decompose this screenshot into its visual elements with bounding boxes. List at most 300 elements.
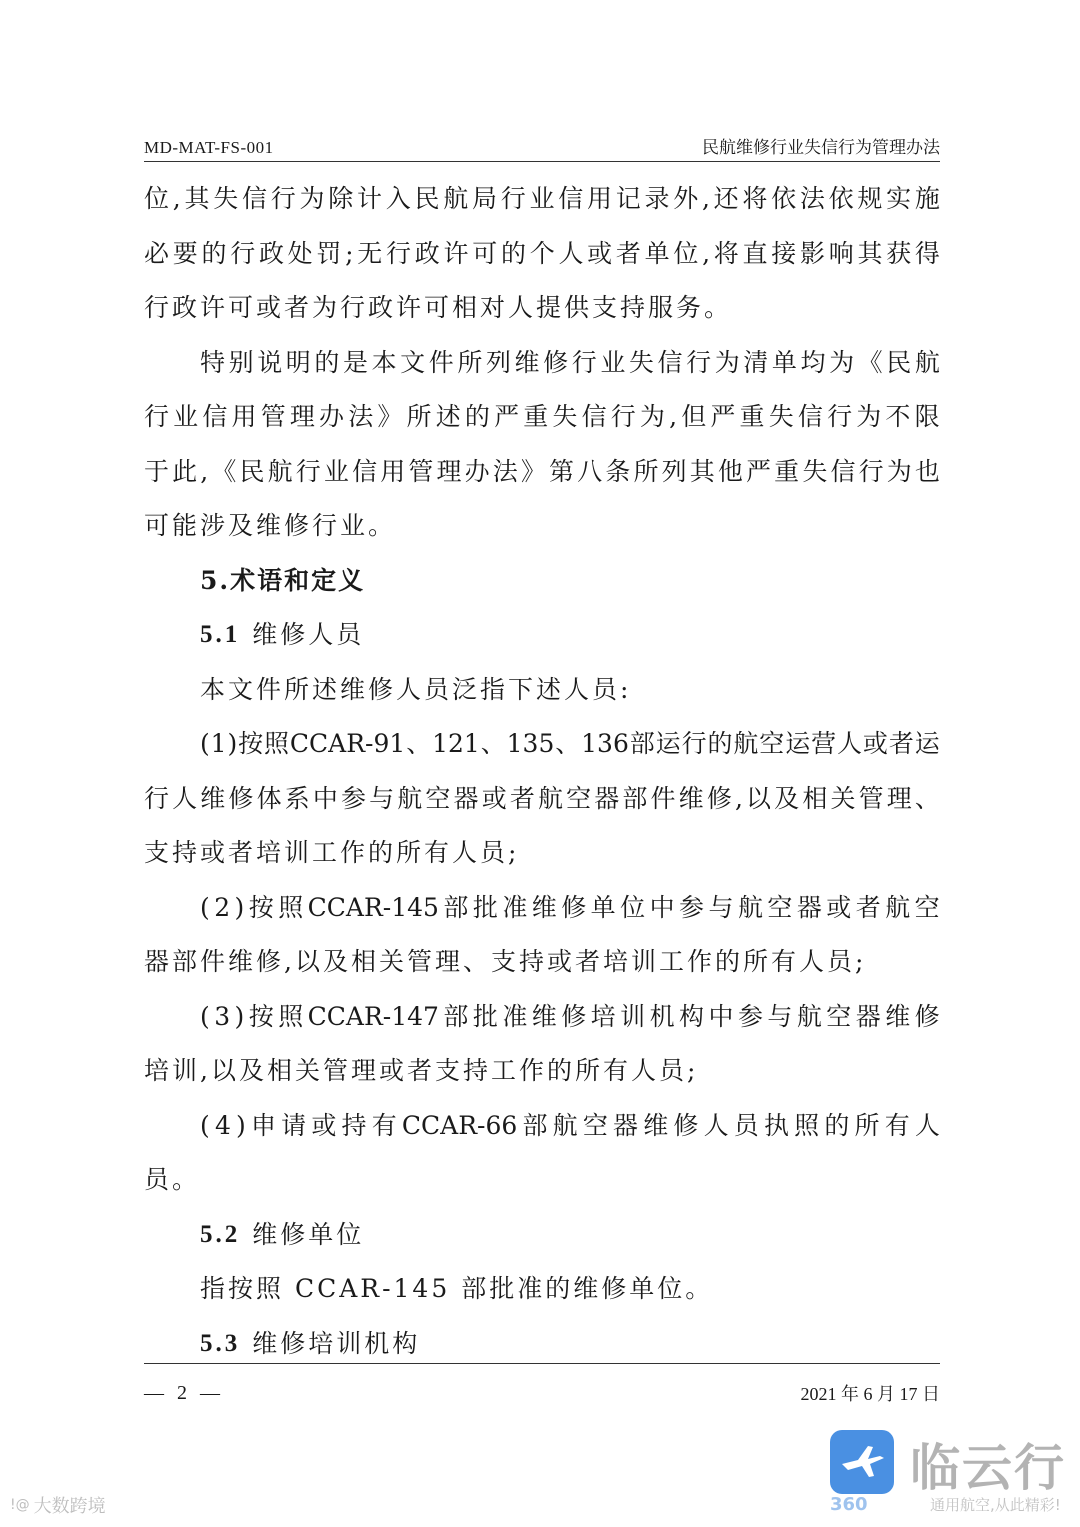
glyph: 按 <box>238 729 264 758</box>
glyph: 修 <box>914 1001 940 1031</box>
glyph: 严 <box>746 456 772 486</box>
glyph: 为 <box>886 456 912 486</box>
glyph: 管 <box>260 402 286 431</box>
glyph: 明 <box>285 347 311 377</box>
glyph: ( <box>200 729 210 758</box>
glyph: 系 <box>284 783 310 813</box>
glyph: 响 <box>828 238 854 268</box>
glyph: 用 <box>586 184 612 213</box>
glyph: 照 <box>278 892 304 922</box>
glyph: 中 <box>312 783 338 813</box>
glyph: 述 <box>435 402 461 431</box>
glyph: 、 <box>406 729 432 758</box>
glyph: 办 <box>319 402 345 431</box>
glyph: 的 <box>314 347 340 377</box>
glyph: ( <box>200 892 210 922</box>
glyph: 或 <box>587 238 613 268</box>
glyph: 航 <box>914 347 940 377</box>
glyph: 可 <box>472 238 498 268</box>
glyph: 按 <box>248 1001 274 1031</box>
glyph: 局 <box>471 184 497 213</box>
glyph: 》 <box>520 456 546 486</box>
glyph: 的 <box>707 729 733 758</box>
glyph: 空 <box>914 892 940 922</box>
glyph: 3 <box>214 1001 231 1031</box>
glyph: 法 <box>492 456 518 486</box>
glyph: 与 <box>369 783 395 813</box>
glyph: 器 <box>855 1001 881 1031</box>
glyph: 其 <box>857 238 883 268</box>
glyph: 准 <box>502 892 528 922</box>
glyph: 影 <box>799 238 825 268</box>
body-line <box>144 390 940 445</box>
page-footer <box>144 1378 940 1408</box>
glyph: 所 <box>633 456 659 486</box>
glyph: ) <box>234 1001 245 1031</box>
glyph: 器 <box>453 783 479 813</box>
glyph: 行 <box>144 402 170 431</box>
glyph: 为 <box>639 402 665 431</box>
glyph: 航 <box>397 783 423 813</box>
glyph: 空 <box>767 892 793 922</box>
glyph: 行 <box>270 184 296 213</box>
glyph: 信 <box>797 402 823 431</box>
glyph: 施 <box>914 184 940 213</box>
glyph: 业 <box>323 456 349 486</box>
glyph: 业 <box>529 184 555 213</box>
glyph: 部 <box>443 1001 469 1031</box>
glyph: 管 <box>408 456 434 486</box>
body-line: 可能涉及维修行业。 <box>144 511 397 540</box>
glyph: 业 <box>173 402 199 431</box>
glyph: 列 <box>661 456 687 486</box>
glyph: 直 <box>742 238 768 268</box>
glyph: 航 <box>796 1001 822 1031</box>
glyph: 信 <box>830 456 856 486</box>
body-line <box>144 445 940 500</box>
glyph: CCAR-145 <box>307 892 439 922</box>
glyph: 计 <box>356 184 382 213</box>
glyph: 空 <box>759 729 785 758</box>
glyph: 中 <box>708 1001 734 1031</box>
page-header <box>144 126 940 158</box>
glyph: 理 <box>289 402 315 431</box>
glyph: 人 <box>172 783 198 813</box>
glyph: 空 <box>566 783 592 813</box>
watermark-left-text: 大数跨境 <box>33 1496 106 1517</box>
watermark-brand: 临云行 <box>910 1439 1066 1497</box>
glyph: 部 <box>629 729 655 758</box>
glyph: 的 <box>201 238 227 268</box>
glyph: 人 <box>703 1110 729 1140</box>
glyph: 单 <box>771 347 797 377</box>
glyph: 执 <box>763 1110 789 1140</box>
glyph: 接 <box>771 238 797 268</box>
glyph: 照 <box>794 1110 820 1140</box>
glyph: 均 <box>800 347 826 377</box>
glyph: 限 <box>914 402 940 431</box>
glyph: 人 <box>558 238 584 268</box>
glyph: , <box>200 456 209 486</box>
glyph: 还 <box>713 184 739 213</box>
glyph: 有 <box>371 1110 397 1140</box>
glyph: 单 <box>590 892 616 922</box>
glyph: 失 <box>768 402 794 431</box>
page-number: — 2 — <box>144 1381 224 1404</box>
glyph: 办 <box>464 456 490 486</box>
glyph: 将 <box>713 238 739 268</box>
glyph: 得 <box>914 238 940 268</box>
body-line <box>144 990 940 1045</box>
glyph: 人 <box>914 1110 940 1140</box>
body-line <box>144 881 940 936</box>
glyph: 部 <box>622 783 648 813</box>
glyph: 者 <box>615 238 641 268</box>
glyph: 的 <box>824 1110 850 1140</box>
glyph: 修 <box>228 783 254 813</box>
glyph: 政 <box>258 238 284 268</box>
glyph: 器 <box>594 783 620 813</box>
glyph: 重 <box>523 402 549 431</box>
glyph: 照 <box>278 1001 304 1031</box>
glyph: 培 <box>590 1001 616 1031</box>
glyph: 1 <box>210 729 227 758</box>
glyph: 机 <box>649 1001 675 1031</box>
glyph: 失 <box>213 184 239 213</box>
glyph: ) <box>236 1110 246 1140</box>
glyph: 部 <box>522 1110 548 1140</box>
glyph: 维 <box>531 1001 557 1031</box>
glyph: 政 <box>414 238 440 268</box>
glyph: , <box>734 783 743 813</box>
glyph: 行 <box>500 184 526 213</box>
glyph: 条 <box>605 456 631 486</box>
glyph: 行 <box>295 456 321 486</box>
glyph: 以 <box>746 783 772 813</box>
glyph: 构 <box>679 1001 705 1031</box>
watermark-tagline: 通用航空,从此精彩! <box>930 1496 1061 1514</box>
glyph: 修 <box>561 1001 587 1031</box>
glyph: ) <box>227 729 238 758</box>
glyph: 信 <box>558 184 584 213</box>
glyph: ( <box>200 1001 210 1031</box>
watermark-right <box>826 1428 1076 1522</box>
glyph: 但 <box>681 402 707 431</box>
glyph: 件 <box>428 347 454 377</box>
glyph: 有 <box>884 1110 910 1140</box>
glyph: 维 <box>678 783 704 813</box>
document-date: 2021 年 6 月 17 日 <box>800 1384 940 1404</box>
glyph: 准 <box>502 1001 528 1031</box>
glyph: 维 <box>514 347 540 377</box>
glyph: 或 <box>311 1110 337 1140</box>
glyph: 为 <box>299 184 325 213</box>
glyph: 本 <box>371 347 397 377</box>
glyph: 员 <box>733 1110 759 1140</box>
section-heading: 5.术语和定义 <box>200 565 366 595</box>
glyph: 器 <box>796 892 822 922</box>
glyph: 《 <box>211 456 237 486</box>
glyph: 或 <box>862 729 888 758</box>
glyph: , <box>172 184 181 213</box>
glyph: 为 <box>829 347 855 377</box>
glyph: 其 <box>184 184 210 213</box>
glyph: 管 <box>858 783 884 813</box>
glyph: 训 <box>620 1001 646 1031</box>
glyph: 第 <box>549 456 575 486</box>
glyph: 所 <box>854 1110 880 1140</box>
glyph: 失 <box>552 402 578 431</box>
glyph: 航 <box>885 892 911 922</box>
glyph: 维 <box>643 1110 669 1140</box>
glyph: 位 <box>620 892 646 922</box>
glyph: 他 <box>717 456 743 486</box>
glyph: 处 <box>287 238 313 268</box>
glyph: 者 <box>888 729 914 758</box>
glyph: 修 <box>561 892 587 922</box>
glyph: 民 <box>239 456 265 486</box>
glyph: 参 <box>340 783 366 813</box>
glyph: 民 <box>886 347 912 377</box>
subsection-heading: 5.1 维修人员 <box>200 620 365 649</box>
glyph: CCAR-147 <box>307 1001 439 1031</box>
glyph: 、 <box>555 729 581 758</box>
glyph: , <box>701 184 710 213</box>
subsection-heading: 5.2 维修单位 <box>200 1219 365 1249</box>
glyph: 135 <box>506 729 555 758</box>
body-line: 员。 <box>144 1165 201 1194</box>
glyph: 个 <box>529 238 555 268</box>
glyph: 所 <box>457 347 483 377</box>
glyph: 行 <box>144 783 170 813</box>
glyph: 相 <box>802 783 828 813</box>
footer-rule <box>144 1363 940 1364</box>
glyph: 规 <box>857 184 883 213</box>
glyph: 别 <box>228 347 254 377</box>
glyph: , <box>702 238 711 268</box>
glyph: 于 <box>144 456 170 486</box>
glyph: 信 <box>657 347 683 377</box>
glyph: 行 <box>686 347 712 377</box>
glyph: 位 <box>144 184 170 213</box>
glyph: ( <box>200 1110 210 1140</box>
glyph: 入 <box>385 184 411 213</box>
body-line <box>144 772 940 827</box>
glyph: 清 <box>743 347 769 377</box>
glyph: 无 <box>357 238 383 268</box>
glyph: 记 <box>615 184 641 213</box>
glyph: 与 <box>767 1001 793 1031</box>
glyph: 信 <box>241 184 267 213</box>
glyph: 的 <box>464 402 490 431</box>
glyph: 按 <box>248 892 274 922</box>
glyph: 维 <box>531 892 557 922</box>
glyph: 》 <box>377 402 403 431</box>
glyph: 运 <box>785 729 811 758</box>
glyph: 理 <box>436 456 462 486</box>
glyph: 参 <box>737 1001 763 1031</box>
glyph: CCAR-91 <box>289 729 406 758</box>
glyph: 为 <box>856 402 882 431</box>
glyph: 也 <box>914 456 940 486</box>
document-code: MD-MAT-FS-001 <box>144 138 274 157</box>
glyph: 将 <box>742 184 768 213</box>
glyph: 关 <box>830 783 856 813</box>
glyph: 《 <box>857 347 883 377</box>
glyph: 失 <box>628 347 654 377</box>
glyph: 与 <box>708 892 734 922</box>
glyph: 121 <box>432 729 480 758</box>
glyph: 行 <box>230 238 256 268</box>
glyph: 外 <box>673 184 699 213</box>
glyph: 行 <box>858 456 884 486</box>
glyph: 136 <box>581 729 629 758</box>
glyph: 重 <box>774 456 800 486</box>
glyph: ; <box>345 238 354 268</box>
glyph: 罚 <box>316 238 342 268</box>
glyph: 行 <box>827 402 853 431</box>
body-line: 指按照 CCAR-145 部批准的维修单位。 <box>200 1274 714 1303</box>
glyph: 航 <box>267 456 293 486</box>
glyph: 空 <box>582 1110 608 1140</box>
glyph: , <box>669 402 678 431</box>
glyph: 或 <box>826 892 852 922</box>
airplane-logo-icon <box>830 1430 894 1494</box>
glyph: 部 <box>443 892 469 922</box>
glyph: 维 <box>885 1001 911 1031</box>
glyph: 特 <box>200 347 226 377</box>
document-body <box>144 172 940 1371</box>
glyph: 修 <box>673 1110 699 1140</box>
glyph: 除 <box>328 184 354 213</box>
glyph: 及 <box>774 783 800 813</box>
glyph: 空 <box>425 783 451 813</box>
body-line: 支持或者培训工作的所有人员; <box>144 838 520 867</box>
glyph: 、 <box>480 729 506 758</box>
glyph: 参 <box>679 892 705 922</box>
watermark-number: 360 <box>830 1494 868 1515</box>
glyph: 批 <box>472 892 498 922</box>
body-line <box>144 227 940 282</box>
glyph: 运 <box>655 729 681 758</box>
glyph: 其 <box>689 456 715 486</box>
glyph: 2 <box>214 892 231 922</box>
glyph: 此 <box>172 456 198 486</box>
body-line <box>144 172 940 227</box>
glyph: 要 <box>172 238 198 268</box>
glyph: 位 <box>673 238 699 268</box>
glyph: 维 <box>200 783 226 813</box>
glyph: 严 <box>494 402 520 431</box>
glyph: 件 <box>650 783 676 813</box>
glyph: 严 <box>710 402 736 431</box>
glyph: 用 <box>231 402 257 431</box>
glyph: 照 <box>264 729 290 758</box>
glyph: 者 <box>509 783 535 813</box>
glyph: ) <box>234 892 245 922</box>
glyph: 请 <box>281 1110 307 1140</box>
glyph: 业 <box>600 347 626 377</box>
glyph: 理 <box>886 783 912 813</box>
glyph: 失 <box>802 456 828 486</box>
body-line: 培训,以及相关管理或者支持工作的所有人员; <box>144 1056 699 1085</box>
glyph: 航 <box>552 1110 578 1140</box>
glyph: 修 <box>706 783 732 813</box>
glyph: 列 <box>485 347 511 377</box>
glyph: 航 <box>737 892 763 922</box>
glyph: 获 <box>886 238 912 268</box>
glyph: 重 <box>739 402 765 431</box>
glyph: 者 <box>855 892 881 922</box>
glyph: 依 <box>771 184 797 213</box>
glyph: 行 <box>610 402 636 431</box>
subsection-heading: 5.3 维修培训机构 <box>200 1328 421 1358</box>
glyph: 录 <box>644 184 670 213</box>
watermark-left <box>10 1492 106 1518</box>
glyph: 信 <box>202 402 228 431</box>
glyph: 法 <box>348 402 374 431</box>
glyph: 中 <box>649 892 675 922</box>
glyph: 文 <box>400 347 426 377</box>
glyph: 不 <box>885 402 911 431</box>
glyph: 人 <box>837 729 863 758</box>
glyph: 行 <box>571 347 597 377</box>
glyph: CCAR-66 <box>401 1110 518 1140</box>
glyph: 空 <box>826 1001 852 1031</box>
glyph: 信 <box>581 402 607 431</box>
body-line: 行政许可或者为行政许可相对人提供支持服务。 <box>144 293 733 322</box>
watermark-mark-icon: !@ <box>10 1497 30 1513</box>
glyph: 许 <box>443 238 469 268</box>
glyph: 运 <box>914 729 940 758</box>
glyph: 行 <box>386 238 412 268</box>
glyph: 必 <box>144 238 170 268</box>
glyph: 申 <box>250 1110 276 1140</box>
glyph: 批 <box>472 1001 498 1031</box>
header-rule <box>144 161 940 162</box>
glyph: 或 <box>481 783 507 813</box>
glyph: 所 <box>406 402 432 431</box>
glyph: 4 <box>214 1110 231 1140</box>
glyph: 为 <box>714 347 740 377</box>
glyph: 信 <box>352 456 378 486</box>
glyph: 民 <box>414 184 440 213</box>
glyph: 实 <box>886 184 912 213</box>
glyph: 的 <box>500 238 526 268</box>
glyph: 航 <box>443 184 469 213</box>
glyph: 说 <box>257 347 283 377</box>
body-line <box>144 717 940 772</box>
body-line <box>144 336 940 391</box>
glyph: 法 <box>799 184 825 213</box>
glyph: 持 <box>341 1110 367 1140</box>
glyph: 体 <box>256 783 282 813</box>
glyph: 修 <box>543 347 569 377</box>
glyph: 用 <box>380 456 406 486</box>
glyph: 航 <box>537 783 563 813</box>
glyph: 、 <box>914 783 940 813</box>
glyph: 单 <box>644 238 670 268</box>
body-line: 器部件维修,以及相关管理、支持或者培训工作的所有人员; <box>144 947 867 976</box>
glyph: 依 <box>828 184 854 213</box>
document-title: 民航维修行业失信行为管理办法 <box>702 138 940 158</box>
glyph: 八 <box>577 456 603 486</box>
glyph: 行 <box>681 729 707 758</box>
body-line: 本文件所述维修人员泛指下述人员: <box>200 674 632 704</box>
glyph: 营 <box>811 729 837 758</box>
glyph: 器 <box>613 1110 639 1140</box>
glyph: 是 <box>342 347 368 377</box>
